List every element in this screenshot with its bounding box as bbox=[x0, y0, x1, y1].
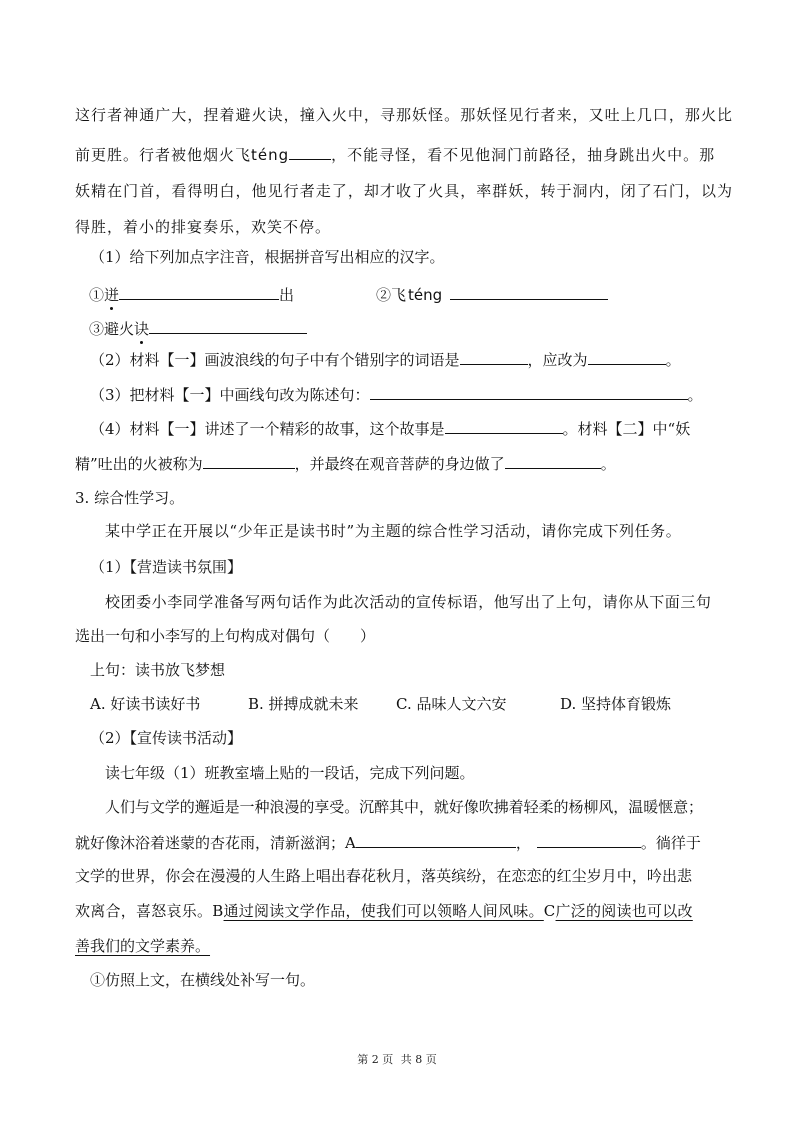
option-b[interactable]: B. 拼搏成就未来 bbox=[248, 695, 359, 713]
answer-blank[interactable] bbox=[588, 349, 666, 365]
passage-line bbox=[75, 217, 331, 237]
passage-text: 这行者神通广大，捏着避火诀，撞入火中，寻那妖怪。那妖怪见行者来，又吐上几口，那火比 bbox=[75, 106, 734, 124]
passage-text: ，不能寻怪，看不见他洞门前路径，抽身跳出火中。那 bbox=[331, 146, 716, 164]
paragraph-line: 欢离合，喜怒哀乐。B通过阅读文学作品，使我们可以领略人间风味。C广泛的阅读也可以改 bbox=[75, 902, 693, 920]
pinyin: téng bbox=[408, 286, 443, 304]
option-a[interactable]: A. 好读书读好书 bbox=[90, 695, 201, 713]
answer-blank[interactable] bbox=[505, 453, 601, 469]
part-title: （2）【宣传读书活动】 bbox=[90, 729, 243, 747]
passage-text: 得胜，着小的排宴奏乐，欢笑不停。 bbox=[75, 218, 332, 236]
passage-line bbox=[75, 144, 715, 165]
answer-blank[interactable] bbox=[537, 832, 641, 848]
question-4-cont: 精”吐出的火被称为 ，并最终在观音菩萨的身边做了 。 bbox=[75, 455, 616, 473]
answer-blank[interactable] bbox=[149, 318, 307, 334]
page-total: 共 8 页 bbox=[400, 1053, 437, 1066]
answer-blank[interactable] bbox=[460, 349, 528, 365]
upper-sentence: 上句：读书放飞梦想 bbox=[90, 661, 226, 679]
answer-blank[interactable] bbox=[356, 832, 516, 848]
question-2: （2）材料【一】画波浪线的句子中有个错别字的词语是 ，应改为 。 bbox=[90, 351, 681, 369]
passage-line bbox=[75, 181, 733, 201]
paragraph-line: 人们与文学的邂逅是一种浪漫的享受。沉醉其中，就好像吹拂着轻柔的杨柳风，温暖惬意； bbox=[105, 798, 704, 816]
answer-blank[interactable] bbox=[450, 284, 608, 300]
dotted-character: 迸 bbox=[104, 286, 120, 304]
passage-line bbox=[75, 105, 733, 125]
q1-item-3: ③避火诀 bbox=[89, 318, 307, 339]
answer-blank[interactable] bbox=[289, 144, 331, 160]
q1-item-1: ①迸 出 bbox=[89, 286, 295, 304]
underlined-sentence: 善我们的文学素养。 bbox=[75, 937, 211, 955]
question-3: （3）把材料【一】中画线句改为陈述句： 。 bbox=[90, 386, 703, 404]
question-1: （1）给下列加点字注音，根据拼音写出相应的汉字。 bbox=[90, 248, 445, 266]
passage-text: 前更胜。行者被他烟火飞 bbox=[75, 146, 252, 164]
page-number: 第 2 页 bbox=[357, 1053, 394, 1066]
underlined-sentence: 广泛的阅读也可以改 bbox=[555, 902, 693, 920]
paragraph-line: 文学的世界，你会在漫漫的人生路上唱出春花秋月，落英缤纷，在恋恋的红尘岁月中，吟出悲 bbox=[75, 867, 693, 885]
section-intro: 某中学正在开展以“少年正是读书时”为主题的综合性学习活动，请你完成下列任务。 bbox=[105, 522, 682, 540]
answer-blank[interactable] bbox=[445, 418, 563, 434]
option-d[interactable]: D. 坚持体育锻炼 bbox=[560, 695, 672, 713]
section-title: 3. 综合性学习。 bbox=[75, 489, 185, 507]
part1-text: 选出一句和小李写的上句构成对偶句（ ） bbox=[75, 627, 376, 645]
question-4: （4）材料【一】讲述了一个精彩的故事，这个故事是 。材料【二】中“妖 bbox=[90, 420, 691, 438]
task-1: ①仿照上文，在横线处补写一句。 bbox=[90, 971, 316, 989]
page-footer bbox=[0, 1053, 794, 1067]
answer-blank[interactable] bbox=[119, 284, 279, 300]
passage-text: 妖精在门首，看得明白，他见行者走了，却才收了火具，率群妖，转于洞内，闭了石门，以为 bbox=[75, 182, 734, 200]
paragraph-line: 就好像沐浴着迷蒙的杏花雨，清新滋润；A ， 。徜徉于 bbox=[75, 834, 701, 852]
option-c[interactable]: C. 品味人文六安 bbox=[396, 695, 507, 713]
answer-blank[interactable] bbox=[203, 453, 295, 469]
underlined-sentence: 通过阅读文学作品，使我们可以领略人间风味。 bbox=[223, 902, 544, 920]
paragraph-line bbox=[75, 936, 210, 956]
answer-blank[interactable] bbox=[370, 384, 688, 400]
q1-item-2: ②飞 téng bbox=[376, 284, 608, 305]
part2-text: 读七年级（1）班教室墙上贴的一段话，完成下列问题。 bbox=[105, 764, 475, 782]
dotted-character: 诀 bbox=[134, 320, 150, 338]
part-title: （1）【营造读书氛围】 bbox=[90, 558, 243, 576]
pinyin: téng bbox=[251, 146, 290, 164]
part1-text: 校团委小李同学准备写两句话作为此次活动的宣传标语，他写出了上句，请你从下面三句 bbox=[105, 593, 712, 611]
